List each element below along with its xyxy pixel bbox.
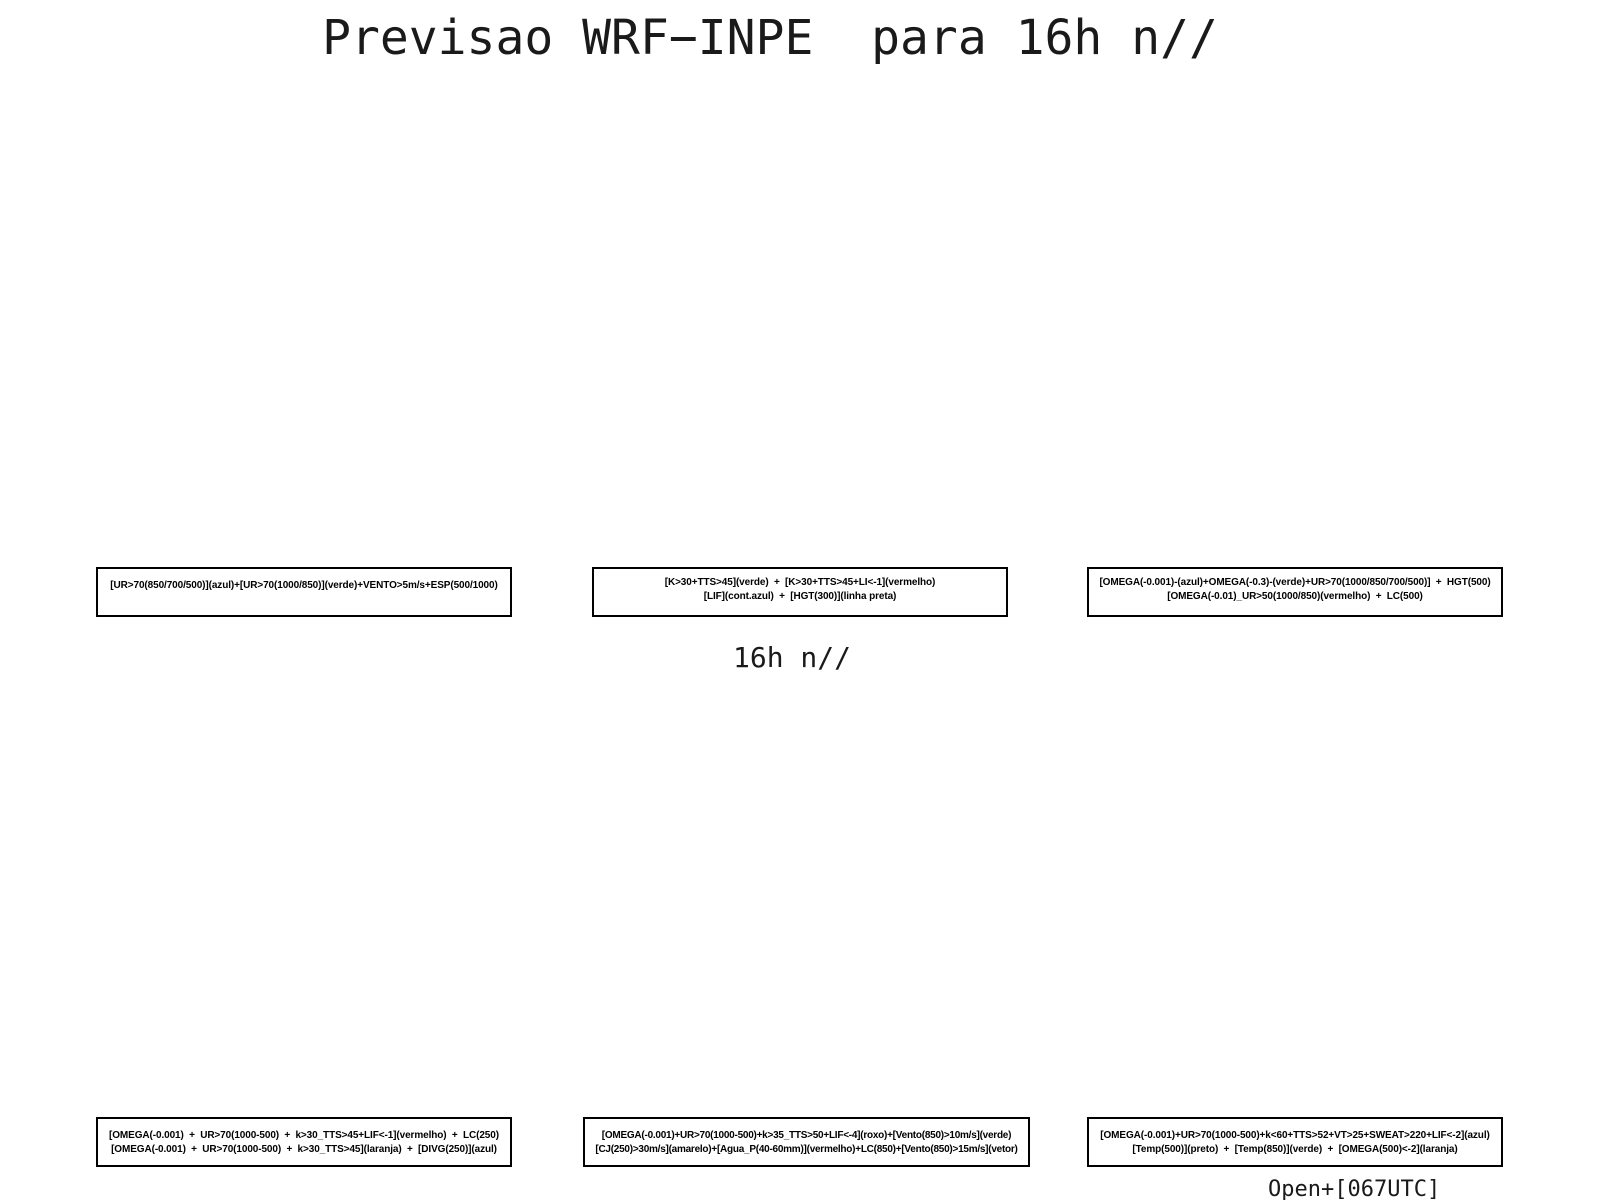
legend-line: [OMEGA(-0.001) + UR>70(1000-500) + k>30_TTS>45](laranja) + [DIVG(250)](azul) bbox=[111, 1144, 497, 1155]
legend-line: [OMEGA(-0.001) + UR>70(1000-500) + k>30_TTS>45+LIF<-1](vermelho) + LC(250) bbox=[109, 1130, 499, 1141]
legend-box-top-left bbox=[96, 567, 512, 617]
subtitle-label: 16h n// bbox=[733, 641, 852, 674]
legend-box-bottom-center bbox=[583, 1117, 1030, 1167]
legend-line: [LIF](cont.azul) + [HGT(300)](linha preta) bbox=[703, 591, 897, 602]
legend-line: [K>30+TTS>45](verde) + [K>30+TTS>45+LI<-1](vermelho) bbox=[664, 577, 936, 588]
legend-line: [OMEGA(-0.01)_UR>50(1000/850)(vermelho) + LC(500) bbox=[1167, 591, 1423, 602]
footer-open-utc-label: Open+[067UTC] bbox=[1268, 1177, 1441, 1200]
legend-line: [OMEGA(-0.001)+UR>70(1000-500)+k>35_TTS>50+LIF<-4](roxo)+[Vento(850)>10m/s](verde) bbox=[601, 1130, 1012, 1141]
legend-box-bottom-left bbox=[96, 1117, 512, 1167]
legend-line: [UR>70(850/700/500)](azul)+[UR>70(1000/850)](verde)+VENTO>5m/s+ESP(500/1000) bbox=[110, 580, 498, 591]
legend-box-top-right bbox=[1087, 567, 1503, 617]
page-title: Previsao WRF−INPE para 16h n// bbox=[322, 10, 1218, 66]
legend-line: [OMEGA(-0.001)+UR>70(1000-500)+k<60+TTS>52+VT>25+SWEAT>220+LIF<-2](azul) bbox=[1100, 1130, 1490, 1141]
legend-box-top-center bbox=[592, 567, 1008, 617]
legend-line: [OMEGA(-0.001)-(azul)+OMEGA(-0.3)-(verde)+UR>70(1000/850/700/500)] + HGT(500) bbox=[1099, 577, 1491, 588]
legend-line: [CJ(250)>30m/s](amarelo)+[Agua_P(40-60mm)](vermelho)+LC(850)+[Vento(850)>15m/s](vetor) bbox=[595, 1144, 1018, 1155]
legend-box-bottom-right bbox=[1087, 1117, 1503, 1167]
legend-line: [Temp(500)](preto) + [Temp(850)](verde) + [OMEGA(500)<-2](laranja) bbox=[1132, 1144, 1458, 1155]
